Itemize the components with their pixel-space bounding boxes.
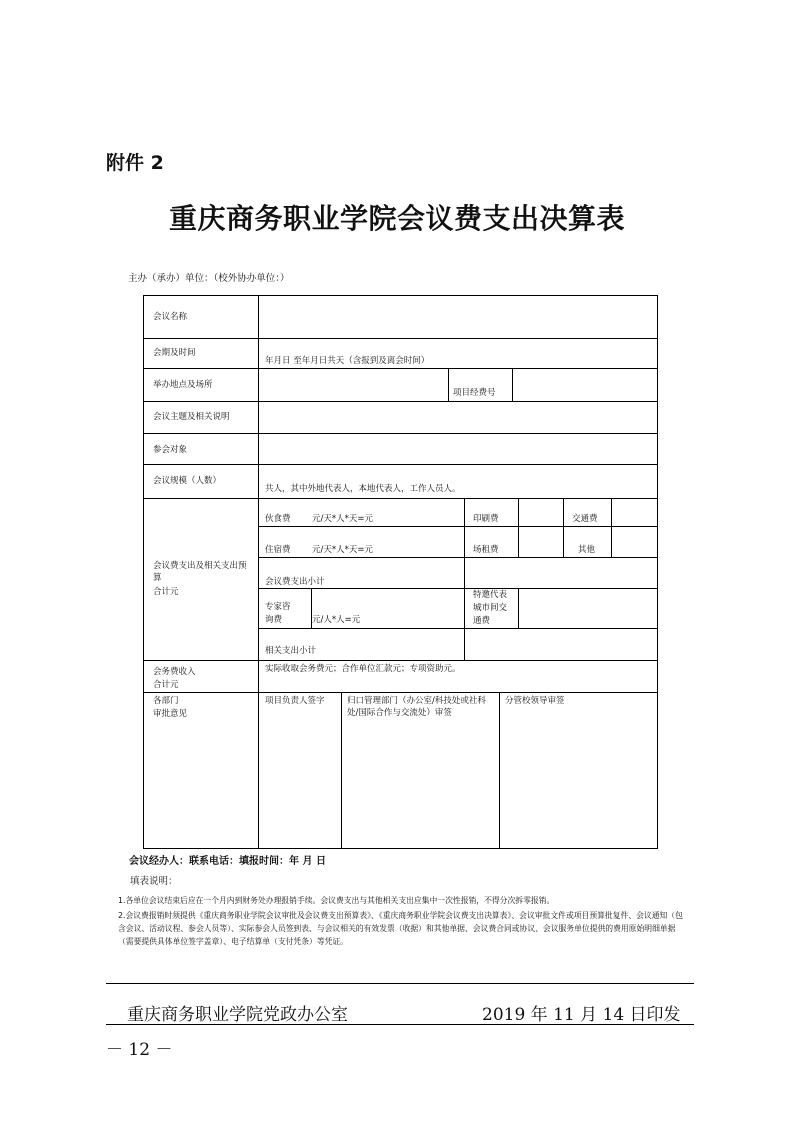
expense-total-amount: 合计元 bbox=[153, 587, 179, 597]
column-divider bbox=[448, 368, 449, 401]
column-divider bbox=[464, 498, 465, 557]
theme-label: 会议主题及相关说明 bbox=[153, 412, 230, 422]
settlement-table bbox=[143, 295, 658, 849]
row-divider bbox=[144, 368, 657, 369]
page-title: 重庆商务职业学院会议费支出决算表 bbox=[168, 202, 625, 235]
lodging-fee-formula: 元/天*人*天=元 bbox=[312, 545, 373, 555]
expense-total-label: 会议费支出及相关支出预算 bbox=[153, 561, 247, 583]
note-2: 2.会议费报销时须提供《重庆商务职业学院会议审批及会议费支出预算表》、《重庆商务职业学院会议费支出决算表》、会议审批文件或项目预算批复件、会议通知（包含会议、活动议程、参会人员等）、实际参会人员签到表、与会议相关的有效发票（收据）和其他单据、会议费合同或协议、会议服务单位提供的费用原始明细单据（需要提供具体单位签字盖章）、电子结算单（支付凭条）等凭证。 bbox=[118, 911, 683, 946]
intercity-fee-label-2: 城市间交 bbox=[473, 603, 508, 613]
expert-fee-label-2: 询费 bbox=[265, 615, 283, 625]
food-fee-formula: 元/天*人*天=元 bbox=[312, 514, 373, 524]
row-divider bbox=[144, 401, 657, 402]
row-divider bbox=[144, 433, 657, 434]
meeting-date-value: 年月日 至年月日共天（含报到及离会时间） bbox=[265, 356, 430, 366]
venue-fee-label: 场租费 bbox=[473, 545, 499, 555]
column-divider bbox=[611, 498, 612, 557]
expert-fee-formula: 元/人*人=元 bbox=[312, 615, 361, 625]
scale-label: 会议规模（人数） bbox=[153, 476, 222, 486]
income-value: 实际收取会务费元；合作单位汇款元；专项资助元。 bbox=[265, 664, 461, 674]
row-divider bbox=[258, 588, 657, 589]
row-divider bbox=[144, 498, 657, 499]
column-divider bbox=[518, 498, 519, 557]
issuing-office: 重庆商务职业学院党政办公室 bbox=[127, 1005, 348, 1025]
row-divider bbox=[144, 660, 657, 661]
note-1: 1.各单位会议结束后应在一个月内到财务处办理报销手续。会议费支出与其他相关支出应集中一次性报销，不得分次拆零报销。 bbox=[118, 896, 555, 905]
footer-rule-top bbox=[106, 983, 694, 984]
project-code-label: 项目经费号 bbox=[453, 388, 496, 398]
approval-label: 各部门 bbox=[153, 696, 179, 706]
food-fee-label: 伙食费 bbox=[265, 514, 291, 524]
row-divider bbox=[258, 628, 657, 629]
related-subtotal-label: 相关支出小计 bbox=[265, 646, 317, 656]
row-divider bbox=[144, 464, 657, 465]
lodging-fee-label: 住宿费 bbox=[265, 545, 291, 555]
venue-label: 举办地点及场所 bbox=[153, 380, 213, 390]
column-divider bbox=[512, 368, 513, 401]
footer-rule-bottom bbox=[106, 1024, 694, 1025]
vp-sign-label: 分管校领导审签 bbox=[505, 696, 565, 706]
meeting-name-label: 会议名称 bbox=[153, 312, 188, 322]
attendees-label: 参会对象 bbox=[153, 445, 188, 455]
issue-date: 2019 年 11 月 14 日印发 bbox=[482, 1005, 681, 1025]
column-divider bbox=[464, 557, 465, 660]
column-divider bbox=[563, 498, 564, 557]
contact-line: 会议经办人：联系电话：填报时间：年 月 日 bbox=[129, 856, 326, 867]
row-divider bbox=[144, 338, 657, 339]
page-number: － 12 － bbox=[106, 1040, 173, 1060]
column-divider bbox=[518, 588, 519, 628]
row-divider bbox=[258, 526, 657, 527]
print-fee-label: 印刷费 bbox=[473, 514, 499, 524]
dept-sign-label: 归口管理部门（办公室/科技处或社科处/国际合作与交流处）审签 bbox=[347, 696, 486, 718]
income-total-label: 合计元 bbox=[153, 680, 179, 690]
attachment-label: 附件 2 bbox=[106, 152, 164, 174]
other-fee-label: 其他 bbox=[578, 545, 596, 555]
subtotal-label: 会议费支出小计 bbox=[265, 577, 325, 587]
leader-sign-label: 项目负责人签字 bbox=[265, 696, 325, 706]
scale-value: 共人，其中外地代表人，本地代表人，工作人员人。 bbox=[265, 484, 461, 494]
meeting-date-label: 会期及时间 bbox=[153, 348, 196, 358]
income-label: 会务费收入 bbox=[153, 667, 196, 677]
notes-heading: 填表说明： bbox=[130, 876, 178, 887]
column-divider bbox=[499, 692, 500, 848]
approval-label-2: 审批意见 bbox=[153, 709, 188, 719]
row-divider bbox=[258, 557, 657, 558]
intercity-fee-label: 特邀代表 bbox=[473, 590, 508, 600]
transport-fee-label: 交通费 bbox=[572, 514, 598, 524]
column-divider bbox=[258, 296, 259, 848]
column-divider bbox=[341, 692, 342, 848]
row-divider bbox=[144, 692, 657, 693]
intercity-fee-label-3: 通费 bbox=[473, 616, 491, 626]
host-unit-line: 主办（承办）单位：（校外协办单位：） bbox=[128, 273, 290, 284]
expert-fee-label: 专家咨 bbox=[265, 602, 291, 612]
